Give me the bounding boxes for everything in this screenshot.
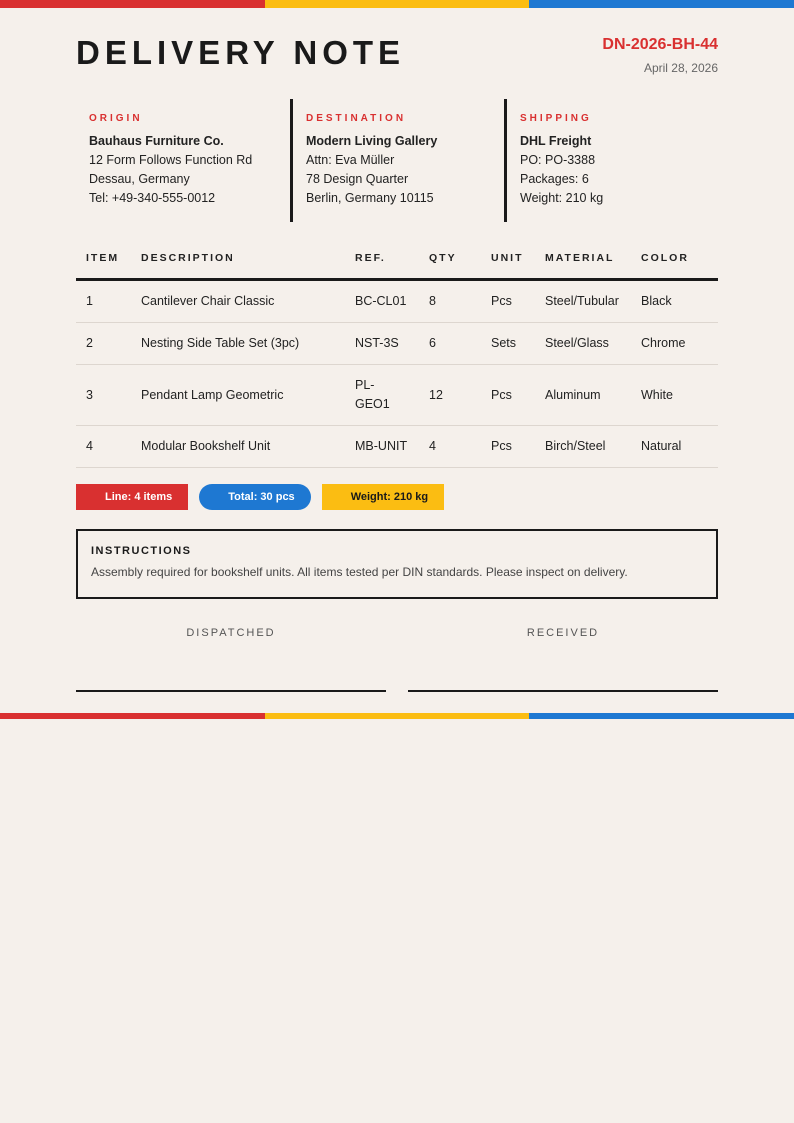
instructions-title: INSTRUCTIONS (91, 545, 192, 557)
destination-block (290, 99, 504, 222)
table-row (76, 280, 718, 323)
table-cell: White (631, 365, 718, 426)
column-header: QTY (419, 240, 481, 280)
destination-name: Modern Living Gallery (306, 134, 438, 148)
origin-block (76, 99, 290, 222)
table-cell: Nesting Side Table Set (3pc) (131, 323, 345, 365)
instructions-box (76, 529, 718, 599)
received-label: RECEIVED (526, 627, 600, 639)
table-cell: Pcs (481, 365, 535, 426)
table-cell: 4 (76, 426, 131, 468)
shipping-label: SHIPPING (520, 113, 592, 124)
table-cell: Pcs (481, 280, 535, 323)
document-title: DELIVERY NOTE (76, 34, 406, 71)
table-cell: 12 (419, 365, 481, 426)
table-cell: NST-3S (345, 323, 419, 365)
document-date: April 28, 2026 (643, 61, 718, 75)
bottom-color-stripe (0, 713, 794, 719)
table-row (76, 365, 718, 426)
dispatched-signature (76, 627, 386, 639)
table-cell: PL-GEO1 (345, 365, 419, 426)
table-row (76, 426, 718, 468)
line-count-badge: Line: 4 items (76, 484, 188, 510)
received-signature-line (408, 690, 718, 692)
table-row (76, 323, 718, 365)
table-cell: Birch/Steel (535, 426, 631, 468)
origin-label: ORIGIN (89, 113, 143, 124)
parties-section (76, 99, 718, 222)
table-cell: 4 (419, 426, 481, 468)
destination-label: DESTINATION (306, 113, 407, 124)
destination-line: 78 Design Quarter (306, 172, 409, 186)
shipping-carrier: DHL Freight (520, 134, 592, 148)
table-cell: Modular Bookshelf Unit (131, 426, 345, 468)
origin-name: Bauhaus Furniture Co. (89, 134, 224, 148)
destination-line: Berlin, Germany 10115 (306, 191, 434, 205)
table-cell: 2 (76, 323, 131, 365)
table-cell: Aluminum (535, 365, 631, 426)
column-header: COLOR (631, 240, 718, 280)
table-cell: 8 (419, 280, 481, 323)
table-cell: Pcs (481, 426, 535, 468)
column-header: DESCRIPTION (131, 240, 345, 280)
table-cell: 6 (419, 323, 481, 365)
table-cell: Cantilever Chair Classic (131, 280, 345, 323)
table-header-row (76, 240, 718, 280)
items-table (76, 240, 718, 468)
destination-line: Attn: Eva Müller (306, 153, 395, 167)
table-cell: MB-UNIT (345, 426, 419, 468)
column-header: UNIT (481, 240, 535, 280)
column-header: REF. (345, 240, 419, 280)
table-cell: Black (631, 280, 718, 323)
column-header: ITEM (76, 240, 131, 280)
shipping-block (504, 99, 718, 222)
received-signature (408, 627, 718, 639)
weight-badge: Weight: 210 kg (322, 484, 444, 510)
shipping-line: PO: PO-3388 (520, 153, 596, 167)
origin-line: Dessau, Germany (89, 172, 190, 186)
table-cell: Steel/Glass (535, 323, 631, 365)
document-number: DN-2026-BH-44 (602, 36, 718, 53)
table-cell: 1 (76, 280, 131, 323)
origin-line: 12 Form Follows Function Rd (89, 153, 253, 167)
dispatched-label: DISPATCHED (186, 627, 276, 639)
table-cell: Natural (631, 426, 718, 468)
table-cell: Sets (481, 323, 535, 365)
summary-badges (76, 484, 444, 510)
origin-line: Tel: +49-340-555-0012 (89, 191, 216, 205)
table-cell: BC-CL01 (345, 280, 419, 323)
table-cell: Steel/Tubular (535, 280, 631, 323)
column-header: MATERIAL (535, 240, 631, 280)
top-color-stripe (0, 0, 794, 8)
table-cell: 3 (76, 365, 131, 426)
shipping-line: Weight: 210 kg (520, 191, 604, 205)
dispatched-signature-line (76, 690, 386, 692)
table-cell: Chrome (631, 323, 718, 365)
shipping-line: Packages: 6 (520, 172, 589, 186)
table-cell: Pendant Lamp Geometric (131, 365, 345, 426)
instructions-text: Assembly required for bookshelf units. All items tested per DIN standards. Please inspect on delivery. (91, 565, 628, 579)
total-quantity-badge: Total: 30 pcs (199, 484, 310, 510)
